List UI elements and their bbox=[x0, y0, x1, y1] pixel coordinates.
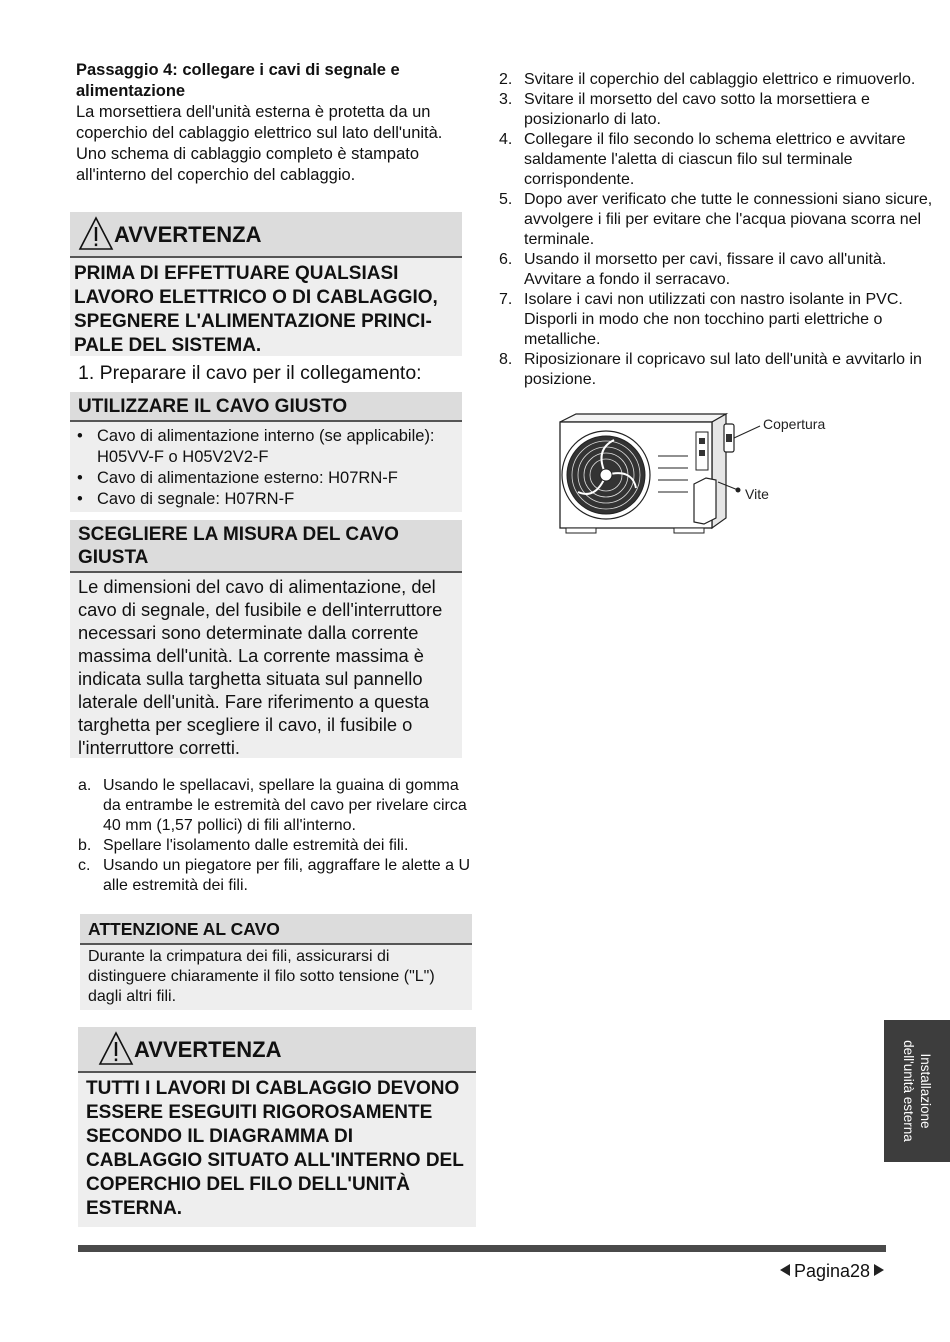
list-text: Collegare il filo secondo lo schema elettrico e avvitare saldamente l'aletta di ciascun filo sul terminale corrispondente. bbox=[524, 131, 906, 188]
list-item bbox=[499, 70, 944, 90]
cable-type-title: UTILIZZARE IL CAVO GIUSTO bbox=[70, 392, 462, 422]
warning-triangle-icon bbox=[98, 1031, 134, 1067]
warning-box bbox=[70, 212, 462, 356]
cover-label: Copertura bbox=[763, 416, 826, 432]
list-text: Isolare i cavi non utilizzati con nastro isolante in PVC. Disporli in modo che non tocchino parti elettriche o metalliche. bbox=[524, 291, 903, 348]
step-paragraph: La morsettiera dell'unità esterna è protetta da un coperchio del cablaggio elettrico sul lato dell'unità. bbox=[76, 103, 443, 142]
cable-type-list bbox=[70, 422, 462, 510]
list-text: Dopo aver verificato che tutte le connessioni siano sicure, avvolgere i fili per evitare che l'acqua piovana scorra nel terminale. bbox=[524, 191, 933, 248]
warning-title: AVVERTENZA bbox=[114, 222, 262, 247]
list-text: Svitare il coperchio del cablaggio elettrico e rimuoverlo. bbox=[524, 71, 916, 88]
list-label: a. bbox=[78, 777, 92, 794]
step-description bbox=[76, 102, 466, 186]
cable-attention-title: ATTENZIONE AL CAVO bbox=[80, 914, 472, 945]
section-side-tab bbox=[884, 1020, 950, 1162]
list-item: • Cavo di alimentazione interno (se applicabile): H05VV-F o H05V2V2-F bbox=[77, 426, 462, 468]
list-label: 3. bbox=[499, 91, 513, 108]
list-item bbox=[78, 856, 478, 896]
list-item bbox=[499, 90, 944, 130]
step-paragraph: Uno schema di cablaggio completo è stampato all'interno del coperchio del cablaggio. bbox=[76, 145, 420, 184]
page-number bbox=[780, 1261, 884, 1282]
list-label: c. bbox=[78, 857, 91, 874]
previous-page-icon[interactable] bbox=[780, 1264, 790, 1276]
list-item bbox=[499, 190, 944, 250]
warning-triangle-icon bbox=[78, 216, 114, 252]
cable-type-box bbox=[70, 392, 462, 512]
list-text: Usando un piegatore per fili, aggraffare le alette a U alle estremità dei fili. bbox=[103, 857, 471, 894]
warning-text: PRIMA DI EFFETTUARE QUALSIASI LAVORO ELETTRICO O DI CABLAGGIO, SPEGNERE L'ALIMENTAZIONE PRINCI-PALE DEL SISTEMA. bbox=[74, 263, 438, 356]
warning-header bbox=[70, 212, 462, 258]
list-item: • Cavo di segnale: H07RN-F bbox=[77, 489, 462, 510]
list-item bbox=[78, 836, 478, 856]
section-side-tab-label bbox=[900, 1026, 934, 1156]
list-label: 4. bbox=[499, 131, 513, 148]
list-item: • Cavo di alimentazione esterno: H07RN-F bbox=[77, 468, 462, 489]
side-tab-line: Installazione bbox=[918, 1053, 933, 1129]
step-title: Passaggio 4: collegare i cavi di segnale e alimentazione bbox=[76, 61, 400, 100]
list-text: Usando il morsetto per cavi, fissare il cavo all'unità. Avvitare a fondo il serracavo. bbox=[524, 251, 887, 288]
list-item bbox=[499, 290, 944, 350]
cable-attention-text: Durante la crimpatura dei fili, assicurarsi di distinguere chiaramente il filo sotto tensione ("L") dagli altri fili. bbox=[88, 948, 435, 1005]
list-text: Riposizionare il copricavo sul lato dell'unità e avvitarlo in posizione. bbox=[524, 351, 922, 388]
cable-size-box bbox=[70, 520, 462, 758]
next-page-icon[interactable] bbox=[874, 1264, 884, 1276]
warning-header bbox=[78, 1027, 476, 1073]
list-text: Usando le spellacavi, spellare la guaina di gomma da entrambe le estremità del cavo per rivelare circa 40 mm (1,57 pollici) di fili all'interno. bbox=[103, 777, 467, 834]
outdoor-unit-figure bbox=[556, 410, 846, 535]
warning-box bbox=[78, 1027, 476, 1227]
list-item bbox=[78, 776, 478, 836]
warning-text: TUTTI I LAVORI DI CABLAGGIO DEVONO ESSERE ESEGUITI RIGOROSAMENTE SECONDO IL DIAGRAMMA DI CABLAGGIO SITUATO ALL'INTERNO DEL COPERCHIO DEL FILO DELL'UNITÀ ESTERNA. bbox=[86, 1078, 464, 1219]
list-label: b. bbox=[78, 837, 92, 854]
cable-size-title: SCEGLIERE LA MISURA DEL CAVO GIUSTA bbox=[70, 520, 462, 573]
screw-label: Vite bbox=[745, 486, 769, 502]
list-item bbox=[499, 350, 944, 390]
page-number-text: Pagina28 bbox=[794, 1261, 871, 1281]
wiring-steps-list bbox=[499, 70, 944, 390]
side-tab-line: dell'unità esterna bbox=[901, 1040, 916, 1142]
warning-title: AVVERTENZA bbox=[134, 1037, 282, 1062]
prepare-cable-step: 1. Preparare il cavo per il collegamento: bbox=[78, 362, 422, 384]
list-label: 8. bbox=[499, 351, 513, 368]
list-label: 7. bbox=[499, 291, 513, 308]
list-label: 2. bbox=[499, 71, 513, 88]
list-item bbox=[499, 130, 944, 190]
list-label: 6. bbox=[499, 251, 513, 268]
list-text: Svitare il morsetto del cavo sotto la morsettiera e posizionarlo di lato. bbox=[524, 91, 870, 128]
list-text: Spellare l'isolamento dalle estremità dei fili. bbox=[103, 837, 409, 854]
cable-size-text: Le dimensioni del cavo di alimentazione, del cavo di segnale, del fusibile e dell'interruttore necessari sono determinate dalla corrente massima dell'unità. La corrente massima è indicata sulla targhetta situata sul pannello laterale dell'unità. Fare riferimento a questa targhetta per scegliere il cavo, il fusibile o l'interruttore corretti. bbox=[78, 576, 443, 758]
prep-steps-list bbox=[78, 776, 478, 896]
cable-attention-box bbox=[80, 914, 472, 1010]
list-label: 5. bbox=[499, 191, 513, 208]
list-item bbox=[499, 250, 944, 290]
footer-divider bbox=[78, 1245, 886, 1252]
